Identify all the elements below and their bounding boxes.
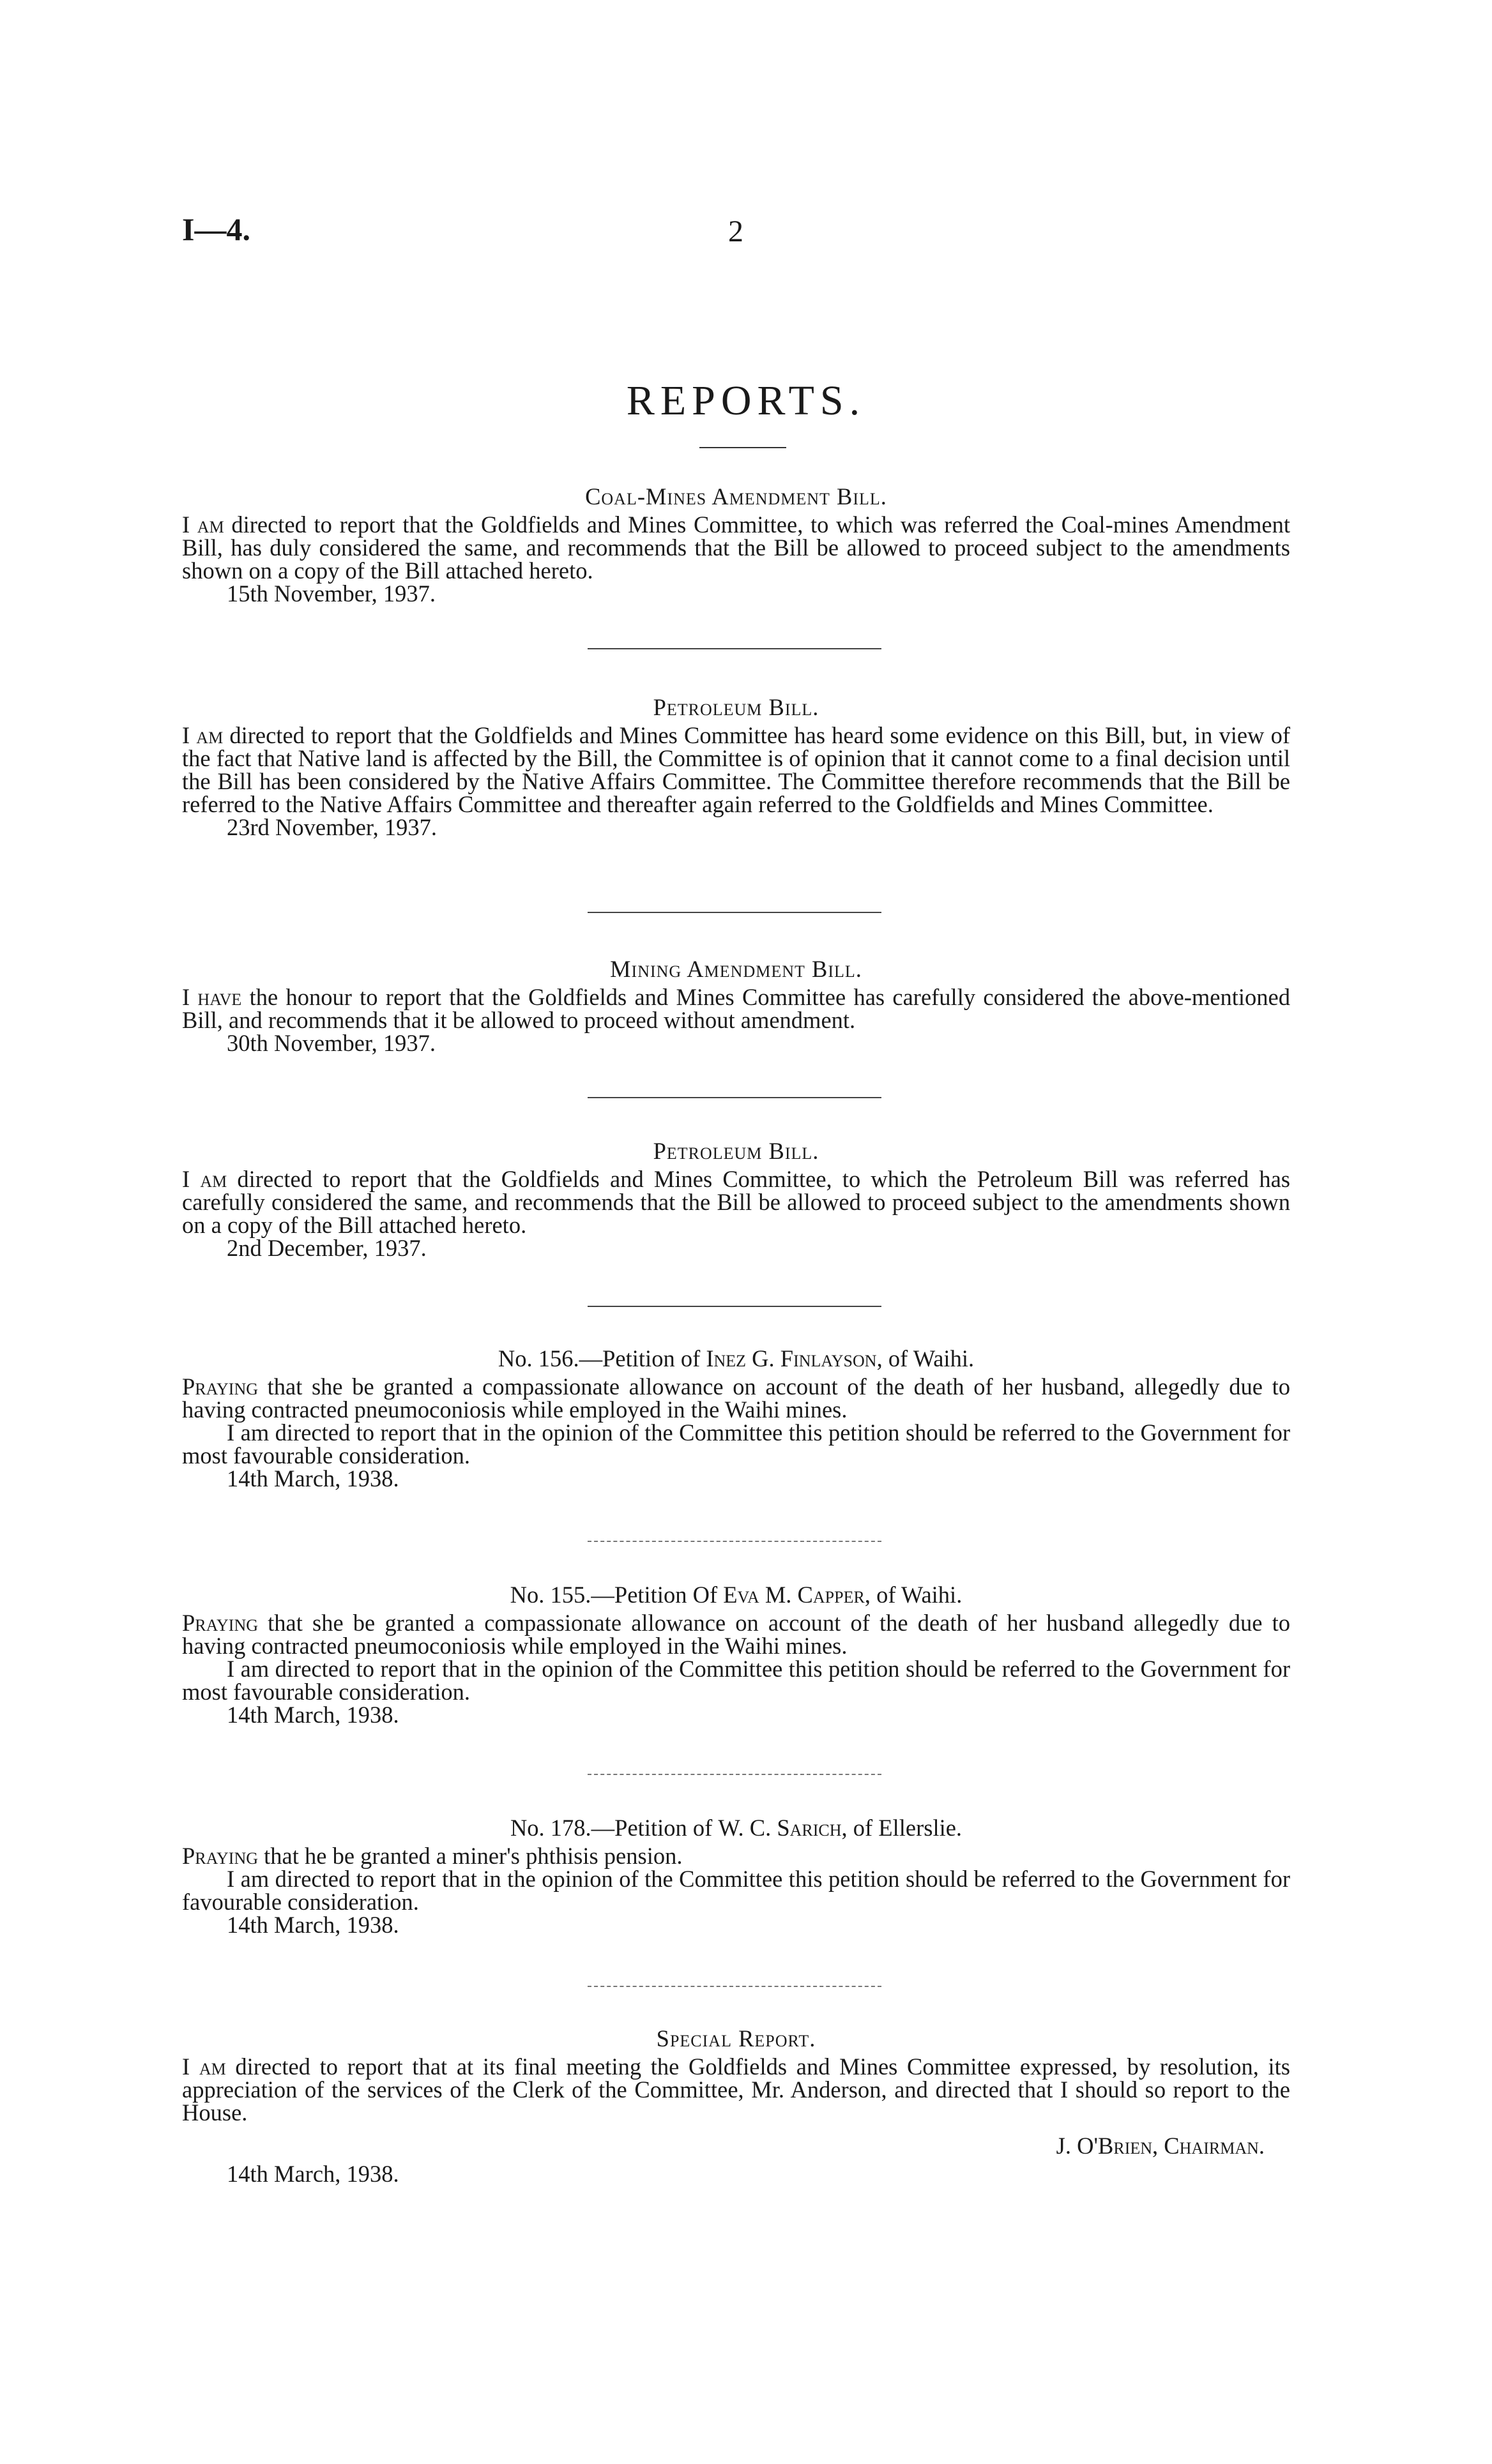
section-divider: [588, 1986, 881, 1987]
signature: J. O'Brien, Chairman.: [1056, 2133, 1265, 2159]
petition-156: [182, 1347, 1290, 1490]
section-divider: [588, 1774, 881, 1775]
page-title: REPORTS.: [626, 377, 866, 424]
report-text: directed to report that the Goldfields and Mines Committee, to which was referred the Coal-mines Amendment Bill, has duly considered the same, and recommends that the Bill be allowed to proceed subject to the amendments shown on a copy of the Bill attached hereto.: [182, 511, 1290, 584]
report-petroleum-2: [182, 1140, 1290, 1260]
report-date: 23rd November, 1937.: [227, 814, 437, 840]
report-date: 15th November, 1937.: [227, 580, 436, 607]
petition-prayer: Praying that she be granted a compassionate allowance on account of the death of her husband allegedly due to having contracted pneumoconiosis while employed in the Waihi mines.: [182, 1610, 1290, 1659]
report-text: the honour to report that the Goldfields and Mines Committee has carefully considered the above-mentioned Bill, and recommends that it be allowed to proceed without amendment.: [182, 984, 1290, 1033]
lead-words: I am: [182, 722, 224, 748]
report-heading: Coal-Mines Amendment Bill.: [585, 483, 887, 510]
petition-prayer: Praying that she be granted a compassionate allowance on account of the death of her husband, allegedly due to having contracted pneumoconiosis while employed in the Waihi mines.: [182, 1373, 1290, 1423]
title-divider: [699, 447, 786, 448]
section-divider: [588, 1097, 881, 1098]
report-heading: Mining Amendment Bill.: [610, 956, 862, 982]
lead-words: I have: [182, 984, 242, 1010]
section-divider: [588, 912, 881, 913]
petition-date: 14th March, 1938.: [227, 1702, 399, 1728]
petition-report: I am directed to report that in the opinion of the Committee this petition should be referred to the Government for favourable consideration.: [182, 1866, 1290, 1915]
lead-words: Praying: [182, 1373, 259, 1400]
report-text: directed to report that the Goldfields and Mines Committee, to which the Petroleum Bill was referred has carefully considered the same, and recommends that the Bill be allowed to proceed subject to the amendments shown on a copy of the Bill attached hereto.: [182, 1166, 1290, 1238]
report-body: [182, 1168, 1290, 1237]
petition-155: [182, 1583, 1290, 1727]
special-report: [182, 2027, 1290, 2186]
petition-heading: No. 178.—Petition of W. C. Sarich, of Ellerslie.: [510, 1815, 963, 1841]
lead-words: I am: [182, 1166, 227, 1192]
petition-date: 14th March, 1938.: [227, 1465, 399, 1492]
report-heading: Petroleum Bill.: [653, 1138, 819, 1164]
report-mining-amendment: [182, 958, 1290, 1055]
report-coal-mines: [182, 485, 1290, 605]
petition-report: I am directed to report that in the opinion of the Committee this petition should be referred to the Government for most favourable consideration.: [182, 1656, 1290, 1705]
report-date: 30th November, 1937.: [227, 1030, 436, 1056]
section-divider: [588, 1541, 881, 1542]
report-text: directed to report that the Goldfields and Mines Committee has heard some evidence on this Bill, but, in view of the fact that Native land is affected by the Bill, the Committee is of opinion that it cannot come to a final decision until the Bill has been considered by the Native Affairs Committee. The Committee therefore recommends that the Bill be referred to the Native Affairs Committee and thereafter again referred to the Goldfields and Mines Committee.: [182, 722, 1290, 817]
report-body: [182, 724, 1290, 816]
report-text: directed to report that at its final meeting the Goldfields and Mines Committee expressed, by resolution, its appreciation of the services of the Clerk of the Committee, Mr. Anderson, and directed that I should so report to the House.: [182, 2053, 1290, 2126]
petition-report: I am directed to report that in the opinion of the Committee this petition should be referred to the Government for most favourable consideration.: [182, 1419, 1290, 1469]
petition-heading: No. 155.—Petition Of Eva M. Capper, of Waihi.: [510, 1582, 963, 1608]
lead-words: I am: [182, 2053, 226, 2080]
lead-words: Praying: [182, 1843, 259, 1869]
section-divider: [588, 1306, 881, 1307]
report-petroleum-1: [182, 696, 1290, 839]
report-date: 14th March, 1938.: [227, 2161, 399, 2187]
report-heading: Petroleum Bill.: [653, 694, 819, 720]
report-body: [182, 2055, 1290, 2124]
report-heading: Special Report.: [656, 2025, 816, 2052]
section-divider: [588, 648, 881, 649]
lead-words: I am: [182, 511, 224, 538]
petition-prayer: Praying that he be granted a miner's phthisis pension.: [182, 1843, 683, 1869]
page-number: 2: [728, 215, 743, 248]
report-body: [182, 986, 1290, 1032]
petition-heading: No. 156.—Petition of Inez G. Finlayson, of Waihi.: [498, 1345, 975, 1372]
petition-178: [182, 1817, 1290, 1937]
lead-words: Praying: [182, 1610, 259, 1636]
report-date: 2nd December, 1937.: [227, 1235, 427, 1261]
petition-date: 14th March, 1938.: [227, 1912, 399, 1938]
report-body: [182, 513, 1290, 582]
page-reference: I—4.: [182, 211, 250, 247]
